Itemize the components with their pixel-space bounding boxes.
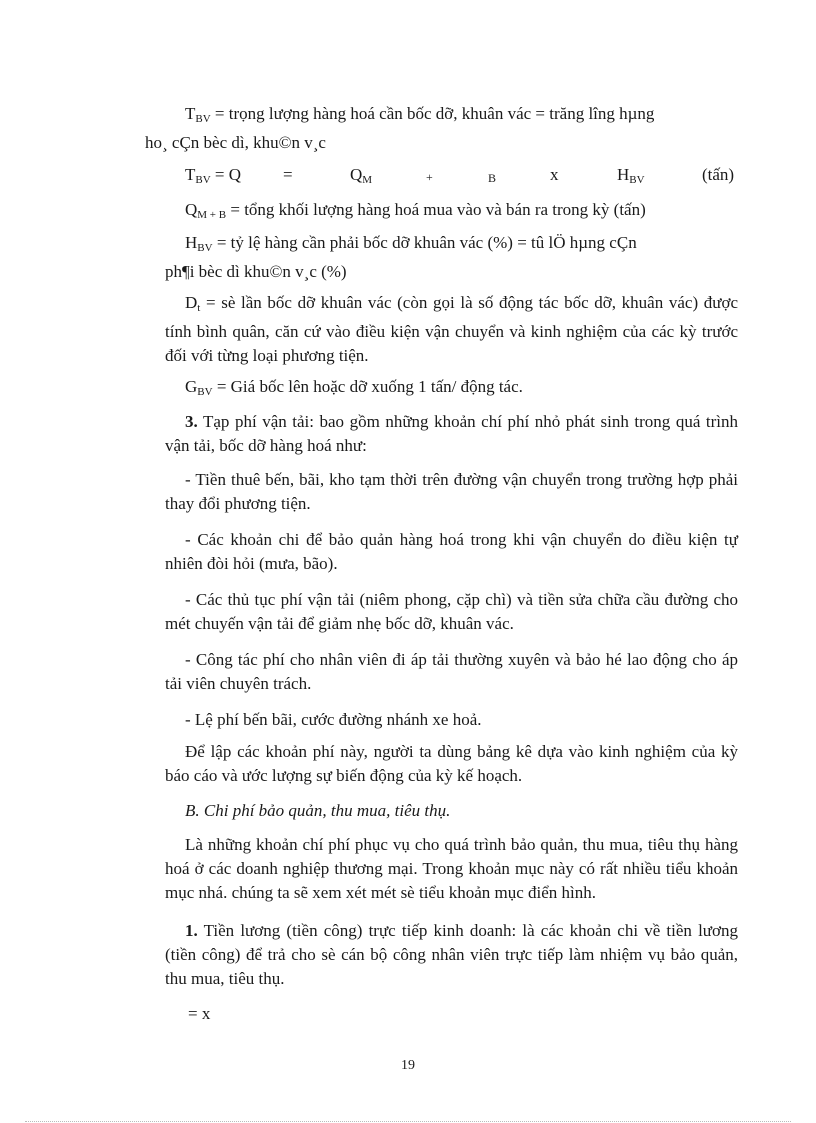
section-3-intro: 3. Tạp phí vận tải: bao gồm những khoản chí phí nhỏ phát sinh trong quá trình vận tải, bốc dỡ hàng hoá như: [165, 412, 739, 455]
section-3-item-3: - Các thủ tục phí vận tải (niêm phong, cặp chì) và tiền sửa chữa cầu đường cho mét chuyến vận tải để giảm nhẹ bốc dỡ, khuân vác. [165, 590, 738, 633]
gbv-definition: $G_{BV}$ = Giá bốc lên hoặc dỡ xuống 1 tấn/ động tác. [185, 377, 523, 398]
page-bottom-rule [25, 1121, 791, 1122]
formula-tail: = x [188, 1004, 211, 1023]
section-3-closing: Để lập các khoản phí này, người ta dùng bảng kê dựa vào kinh nghiệm của kỳ báo cáo và ước lượng sự biến động của kỳ kế hoạch. [165, 742, 738, 785]
section-b-intro: Là những khoản chí phí phục vụ cho quá trình bảo quản, thu mua, tiêu thụ hàng hoá ở các doanh nghiệp thương mại. Trong khoản mục này có rất nhiều tiểu khoản mục nhá. chúng ta sẽ xem xét mét sè tiểu khoản mục điển hình. [165, 835, 738, 902]
tbv-definition: $T_{BV}$ = trọng lượng hàng hoá cần bốc dỡ, khuân vác = trăng lîng hµng ho¸ cÇn bèc dì, khu©n v¸c [145, 104, 655, 152]
dt-definition: $D_t$ = sè lần bốc dỡ khuân vác (còn gọi là số động tác bốc dỡ, khuân vác) được tính bình quân, căn cứ vào điều kiện vận chuyển và kinh nghiệm của các kỳ trước đối với từng loại phương tiện. [165, 293, 738, 365]
qmb-definition: $Q_{M + B}$ = tổng khối lượng hàng hoá mua vào và bán ra trong kỳ (tấn) [185, 200, 646, 221]
section-3-item-4: - Công tác phí cho nhân viên đi áp tải thường xuyên và bảo hé lao động cho áp tải viên chuyên trách. [165, 650, 738, 693]
section-3-item-5: - Lệ phí bến bãi, cước đường nhánh xe hoả. [185, 710, 482, 729]
section-b-heading: B. Chi phí bảo quản, thu mua, tiêu thụ. [185, 801, 451, 820]
section-b-item-1: 1. Tiền lương (tiền công) trực tiếp kinh doanh: là các khoản chi về tiền lương (tiền công) để trả cho sè cán bộ công nhân viên trực tiếp làm nhiệm vụ bảo quản, thu mua, tiêu thụ. [165, 921, 738, 988]
page-number: 19 [401, 1058, 415, 1073]
hbv-definition: $H_{BV}$ = tỷ lệ hàng cần phải bốc dỡ khuân vác (%) = tû lÖ hµng cÇn ph¶i bèc dì khu©n v¸c (%) [165, 233, 637, 281]
document-page: $T_{BV}$ = trọng lượng hàng hoá cần bốc dỡ, khuân vác = trăng lîng hµng ho¸ cÇn bèc dì, khu©n v¸c $T_{BV} = Q$ = $Q_M$ + B x $H_{BV}$ (tấn) $Q_{M + B}$ = tổng khối lượng hàng hoá mua vào và bán ra trong kỳ (tấn) $H_{BV}$ = tỷ lệ hàng cần phải bốc dỡ khuân vác (%) = tû lÖ hµng cÇn ph¶i bèc dì khu©n v¸c (%) $D_t$ = sè lần bốc dỡ khuân vác (còn gọi là số động tác bốc dỡ, khuân vác) được tính bình quân, căn cứ vào điều kiện vận chuyển và kinh nghiệm của các kỳ trước đối với từng loại phương tiện. $G_{BV}$ = Giá bốc lên hoặc dỡ xuống 1 tấn/ động tác. 3. Tạp phí vận tải: bao gồm những khoản chí phí nhỏ phát sinh trong quá trình vận tải, bốc dỡ hàng hoá như: - Tiền thuê bến, bãi, kho tạm thời trên đường vận chuyển trong trường hợp phải thay đổi phương tiện. - Các khoản chi để bảo quản hàng hoá trong khi vận chuyển do điều kiện tự nhiên đòi hỏi (mưa, bão). - Các thủ tục phí vận tải (niêm phong, cặp chì) và tiền sửa chữa cầu đường cho mét chuyến vận tải để giảm nhẹ bốc dỡ, khuân vác. - Công tác phí cho nhân viên đi áp tải thường xuyên và bảo hé lao động cho áp tải viên chuyên trách. - Lệ phí bến bãi, cước đường nhánh xe hoả. Để lập các khoản phí này, người ta dùng bảng kê dựa vào kinh nghiệm của kỳ báo cáo và ước lượng sự biến động của kỳ kế hoạch. B. Chi phí bảo quản, thu mua, tiêu thụ. Là những khoản chí phí phục vụ cho quá trình bảo quản, thu mua, tiêu thụ hàng hoá ở các doanh nghiệp thương mại. Trong khoản mục này có rất nhiều tiểu khoản mục nhá. chúng ta sẽ xem xét mét sè tiểu khoản mục điển hình. 1. Tiền lương (tiền công) trực tiếp kinh doanh: là các khoản chi về tiền lương (tiền công) để trả cho sè cán bộ công nhân viên trực tiếp làm nhiệm vụ bảo quản, thu mua, tiêu thụ. = x 19 [0, 0, 816, 1123]
section-3-item-2: - Các khoản chi để bảo quản hàng hoá trong khi vận chuyển do điều kiện tự nhiên đòi hỏi (mưa, bão). [165, 530, 738, 573]
section-3-item-1: - Tiền thuê bến, bãi, kho tạm thời trên đường vận chuyển trong trường hợp phải thay đổi phương tiện. [165, 470, 738, 513]
